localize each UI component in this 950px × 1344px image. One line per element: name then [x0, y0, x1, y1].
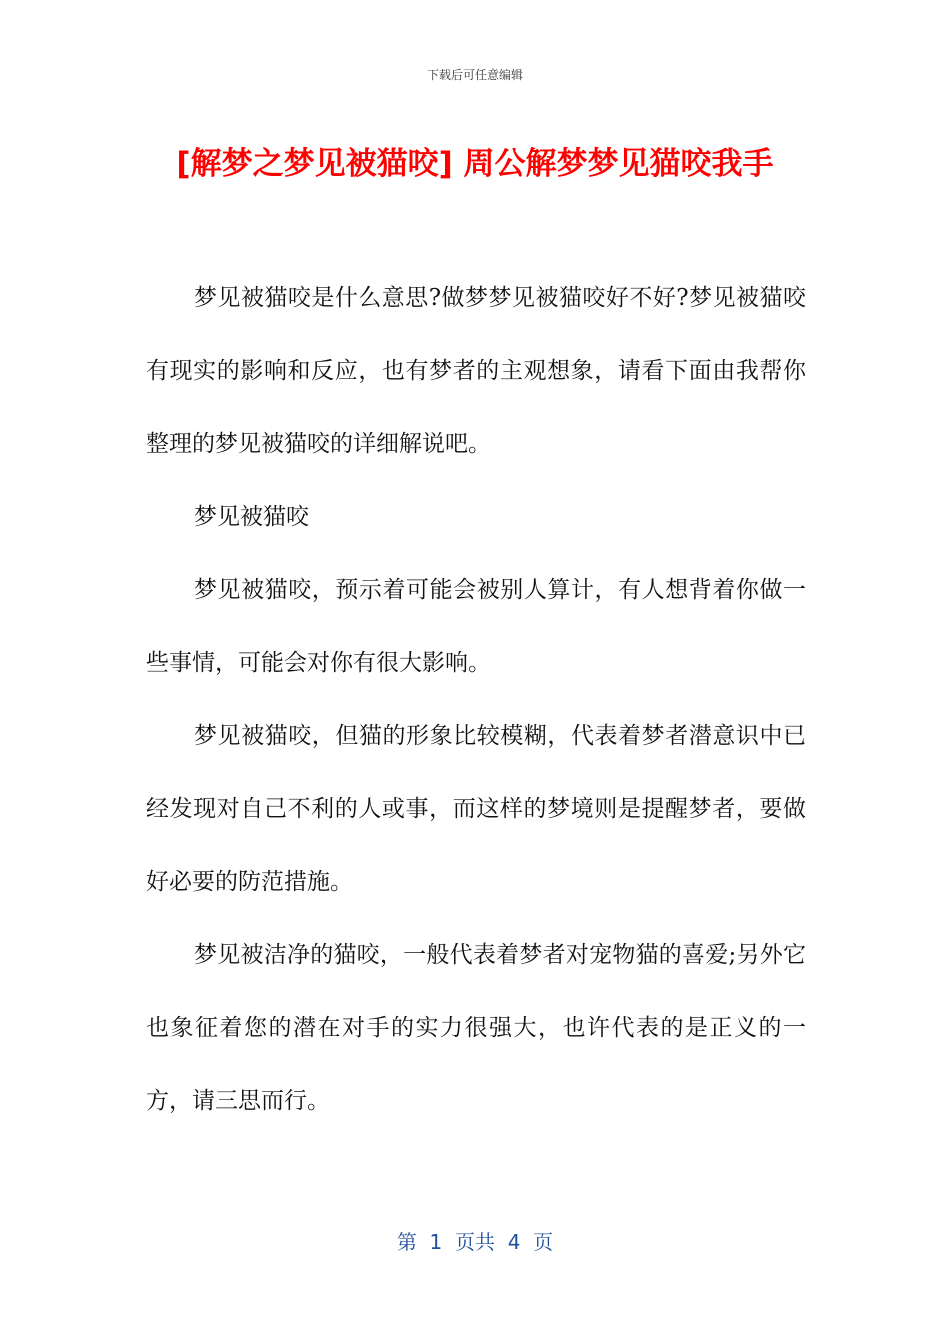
paragraph: 梦见被洁净的猫咬，一般代表着梦者对宠物猫的喜爱;另外它也象征着您的潜在对手的实力很强大，也许代表的是正义的一方，请三思而行。 — [146, 942, 806, 1114]
page-number-footer: 第 1 页共 4 页 — [396, 1230, 554, 1254]
paragraph-heading: 梦见被猫咬 — [194, 504, 309, 530]
paragraph: 梦见被猫咬，预示着可能会被别人算计，有人想背着你做一些事情，可能会对你有很大影响。 — [146, 577, 806, 676]
paragraph: 梦见被猫咬是什么意思?做梦梦见被猫咬好不好?梦见被猫咬有现实的影响和反应，也有梦者的主观想象，请看下面由我帮你整理的梦见被猫咬的详细解说吧。 — [146, 285, 806, 457]
paragraph: 梦见被猫咬，但猫的形象比较模糊，代表着梦者潜意识中已经发现对自己不利的人或事，而这样的梦境则是提醒梦者，要做好必要的防范措施。 — [146, 723, 806, 895]
header-note: 下载后可任意编辑 — [426, 68, 523, 82]
document-body — [146, 262, 806, 1138]
document-title: [解梦之梦见被猫咬] 周公解梦梦见猫咬我手 — [176, 146, 774, 182]
